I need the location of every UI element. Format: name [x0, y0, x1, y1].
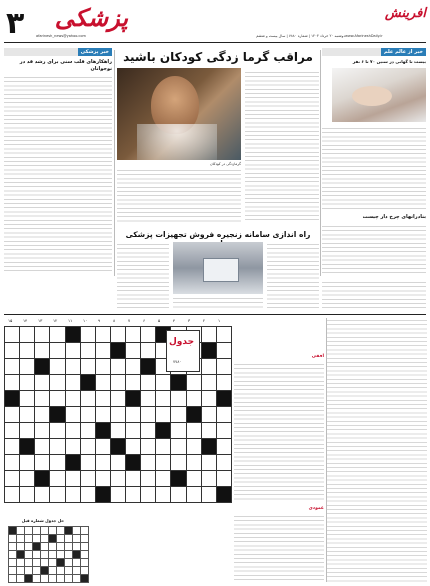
crossword-cell: [65, 359, 80, 375]
crossword-cell: [80, 471, 95, 487]
solution-cell: [57, 575, 65, 583]
solution-cell: [25, 559, 33, 567]
solution-cell: [57, 535, 65, 543]
crossword-cell: [126, 423, 141, 439]
crossword-cell: [216, 359, 231, 375]
crossword-cell: [50, 375, 65, 391]
crossword-cell: [186, 375, 201, 391]
solution-cell: [9, 559, 17, 567]
crossword-cell: [65, 391, 80, 407]
crossword-cell: [126, 439, 141, 455]
crossword-cell: [201, 327, 216, 343]
crossword-cell: [35, 407, 50, 423]
solution-cell: [33, 567, 41, 575]
col-number: ۴: [173, 318, 176, 323]
crossword-cell: [20, 359, 35, 375]
solution-cell: [25, 575, 33, 583]
crossword-cell: [50, 471, 65, 487]
crossword-cell: [186, 407, 201, 423]
solution-cell: [9, 575, 17, 583]
masthead: [0, 0, 430, 46]
crossword-cell: [126, 391, 141, 407]
crossword-cell: [5, 471, 20, 487]
sleeping-figure: [352, 86, 392, 106]
solution-cell: [57, 559, 65, 567]
solution-cell: [33, 575, 41, 583]
solution-cell: [9, 543, 17, 551]
crossword-cell: [141, 487, 156, 503]
crossword-cell: [141, 391, 156, 407]
solution-cell: [9, 527, 17, 535]
crossword-cell: [110, 359, 125, 375]
col-number: ۱۳: [38, 318, 43, 323]
crossword-cell: [141, 439, 156, 455]
crossword-cell: [216, 487, 231, 503]
solution-cell: [25, 551, 33, 559]
solution-cell: [41, 535, 49, 543]
solution-cell: [81, 543, 89, 551]
crossword-cell: [156, 439, 171, 455]
crossword-cell: [141, 327, 156, 343]
solution-cell: [49, 575, 57, 583]
solution-cell: [33, 535, 41, 543]
crossword-cell: [126, 455, 141, 471]
right-body-text-2: [322, 224, 426, 274]
crossword-cell: [201, 359, 216, 375]
solution-cell: [65, 559, 73, 567]
solution-cell: [9, 535, 17, 543]
crossword-cell: [201, 487, 216, 503]
crossword-cell: [95, 455, 110, 471]
solution-cell: [65, 543, 73, 551]
crossword-cell: [80, 327, 95, 343]
crossword-cell: [35, 327, 50, 343]
crossword-cell: [186, 439, 201, 455]
solution-cell: [17, 535, 25, 543]
solution-cell: [25, 535, 33, 543]
crossword-cell: [201, 455, 216, 471]
crossword-cell: [126, 359, 141, 375]
crossword-cell: [110, 407, 125, 423]
solution-cell: [81, 575, 89, 583]
crossword-cell: [20, 375, 35, 391]
crossword-cell: [171, 487, 186, 503]
crossword-area: [4, 318, 232, 582]
page-number: ۳: [6, 6, 25, 41]
clues-vertical-label: عمودی: [308, 506, 324, 511]
crossword-cell: [35, 343, 50, 359]
crossword-cell: [141, 343, 156, 359]
crossword-cell: [65, 327, 80, 343]
crossword-cell: [50, 407, 65, 423]
main-headline: مراقب گرما زدگی کودکان باشید: [123, 50, 313, 64]
crossword-cell: [35, 455, 50, 471]
crossword-cell: [80, 423, 95, 439]
solution-cell: [41, 567, 49, 575]
crossword-cell: [35, 375, 50, 391]
crossword-title-badge: [166, 330, 200, 372]
solution-cell: [41, 575, 49, 583]
solution-cell: [73, 551, 81, 559]
col-number: ۸: [113, 318, 116, 323]
crossword-cell: [216, 455, 231, 471]
crossword-cell: [20, 423, 35, 439]
crossword-cell: [186, 471, 201, 487]
crossword-cell: [65, 455, 80, 471]
website: www.AfarineshDaily.ir: [345, 34, 383, 38]
right-lower-text: [322, 280, 426, 310]
crossword-cell: [95, 375, 110, 391]
crossword-cell: [80, 439, 95, 455]
solution-cell: [81, 551, 89, 559]
crossword-cell: [126, 375, 141, 391]
crossword-cell: [201, 343, 216, 359]
solution-cell: [65, 527, 73, 535]
crossword-cell: [95, 407, 110, 423]
col-number: ۱۴: [23, 318, 28, 323]
solution-cell: [41, 527, 49, 535]
crossword-cell: [216, 423, 231, 439]
col-number: ۳: [188, 318, 191, 323]
crossword-cell: [126, 327, 141, 343]
crossword-cell: [5, 375, 20, 391]
crossword-cell: [126, 471, 141, 487]
solution-cell: [49, 543, 57, 551]
notices-column: [326, 318, 427, 582]
left-body-text: [4, 75, 112, 271]
crossword-cell: [110, 375, 125, 391]
crossword-cell: [126, 407, 141, 423]
right-column: [322, 48, 426, 276]
left-headline: راهکارهای قلب سنی برای رشد قد در نوجوانان: [19, 59, 112, 72]
crossword-cell: [186, 391, 201, 407]
crossword-cell: [201, 439, 216, 455]
section-rule: [4, 314, 426, 315]
crossword-cell: [171, 407, 186, 423]
solution-cell: [65, 567, 73, 575]
crossword-cell: [126, 343, 141, 359]
crossword-cell: [65, 487, 80, 503]
crossword-cell: [95, 471, 110, 487]
col-number: ۵: [158, 318, 161, 323]
solution-cell: [9, 551, 17, 559]
solution-cell: [57, 543, 65, 551]
second-body-text-right: [267, 242, 319, 308]
col-number: ۱۲: [53, 318, 58, 323]
crossword-cell: [141, 407, 156, 423]
crossword-cell: [50, 343, 65, 359]
crossword-cell: [110, 439, 125, 455]
crossword-cell: [186, 455, 201, 471]
masthead-logo: [36, 4, 128, 34]
solution-cell: [17, 551, 25, 559]
crossword-cell: [80, 391, 95, 407]
crossword-col-numbers: [4, 318, 232, 325]
solution-cell: [73, 543, 81, 551]
right-subhead: بیست تا گهانی در سنین ۷۰ تا ۶ نفر: [352, 59, 426, 64]
crossword-cell: [110, 343, 125, 359]
col-number: ۱۰: [83, 318, 88, 323]
crossword-cell: [5, 455, 20, 471]
crossword-cell: [216, 343, 231, 359]
masthead-dateline: دوشنبه ۲۰ خرداد ۱۴۰۳ | شماره ۷۸۸۰ | سال بیست و ششم: [256, 34, 345, 38]
crossword-cell: [5, 343, 20, 359]
medical-equipment: [203, 258, 239, 282]
crossword-cell: [65, 375, 80, 391]
clues-horizontal-label: افقی: [311, 354, 324, 359]
solution-cell: [81, 559, 89, 567]
crossword-cell: [20, 343, 35, 359]
crossword-cell: [216, 407, 231, 423]
crossword-cell: [141, 359, 156, 375]
crossword-cell: [50, 487, 65, 503]
crossword-cell: [65, 343, 80, 359]
second-headline: راه اندازی سامانه زنجیره فروش تجهیزات پزشکی: [125, 230, 311, 239]
crossword-cell: [95, 359, 110, 375]
crossword-cell: [80, 375, 95, 391]
crossword-cell: [186, 423, 201, 439]
solution-cell: [17, 527, 25, 535]
left-section-kicker: خبر پزشکی: [78, 48, 112, 56]
solution-cell: [49, 567, 57, 575]
solution-cell: [81, 567, 89, 575]
solution-cell: [17, 559, 25, 567]
crossword-cell: [35, 471, 50, 487]
solution-cell: [73, 575, 81, 583]
solution-cell: [33, 543, 41, 551]
crossword-number: ۷۷۸۰: [173, 359, 182, 364]
logo-text: پزشکی: [54, 4, 128, 32]
crossword-cell: [201, 407, 216, 423]
col-number: ۷: [128, 318, 131, 323]
crossword-cell: [95, 343, 110, 359]
crossword-cell: [141, 375, 156, 391]
crossword-cell: [110, 327, 125, 343]
crossword-cell: [5, 391, 20, 407]
solution-cell: [73, 535, 81, 543]
solution-cell: [25, 543, 33, 551]
clues-column: [234, 318, 324, 582]
solution-cell: [57, 527, 65, 535]
crossword-cell: [171, 391, 186, 407]
col-number: ۱۵: [8, 318, 13, 323]
crossword-cell: [50, 439, 65, 455]
main-body-text-below: [117, 168, 241, 224]
solution-cell: [25, 567, 33, 575]
crossword-title: جدول: [169, 337, 195, 347]
crossword-cell: [141, 455, 156, 471]
crossword-cell: [95, 391, 110, 407]
crossword-cell: [201, 391, 216, 407]
solution-cell: [9, 567, 17, 575]
solution-cell: [41, 559, 49, 567]
crossword-cell: [20, 439, 35, 455]
photo-caption: گرمازدگی در کودکان: [210, 162, 241, 166]
crossword-cell: [95, 423, 110, 439]
solution-cell: [33, 559, 41, 567]
solution-label: حل جدول شماره قبل: [21, 518, 65, 523]
solution-cell: [73, 567, 81, 575]
crossword-cell: [20, 391, 35, 407]
crossword-cell: [156, 391, 171, 407]
crossword-cell: [156, 455, 171, 471]
crossword-cell: [20, 327, 35, 343]
solution-cell: [49, 551, 57, 559]
solution-cell: [57, 551, 65, 559]
brand-logo: [386, 4, 426, 30]
right-body-text-1: [322, 126, 426, 212]
solution-cell: [41, 551, 49, 559]
crossword-cell: [50, 455, 65, 471]
solution-cell: [81, 527, 89, 535]
crossword-cell: [126, 487, 141, 503]
solution-cell: [33, 527, 41, 535]
crossword-cell: [80, 487, 95, 503]
brand-logo-text: افرینش: [384, 6, 426, 21]
crossword-cell: [216, 391, 231, 407]
solution-cell: [81, 535, 89, 543]
solution-cell: [57, 567, 65, 575]
solution-cell: [17, 543, 25, 551]
crossword-cell: [5, 327, 20, 343]
crossword-cell: [156, 407, 171, 423]
crossword-cell: [50, 327, 65, 343]
crossword-cell: [201, 375, 216, 391]
solution-cell: [73, 559, 81, 567]
crossword-cell: [80, 407, 95, 423]
crossword-cell: [110, 423, 125, 439]
crossword-cell: [141, 471, 156, 487]
solution-cell: [73, 527, 81, 535]
crossword-cell: [35, 391, 50, 407]
left-column: [4, 48, 112, 276]
crossword-cell: [65, 423, 80, 439]
right-sub-headline: بنادرانهای چرخ دار چیست: [362, 214, 426, 220]
crossword-cell: [5, 439, 20, 455]
clues-horizontal-text: [234, 362, 324, 502]
right-photo: [332, 68, 426, 122]
crossword-cell: [201, 423, 216, 439]
clues-vertical-text: [234, 514, 324, 580]
crossword-cell: [216, 439, 231, 455]
crossword-cell: [95, 439, 110, 455]
solution-cell: [49, 535, 57, 543]
crossword-cell: [156, 487, 171, 503]
solution-cell: [17, 567, 25, 575]
crossword-cell: [50, 359, 65, 375]
col-number: ۱: [218, 318, 221, 323]
crossword-cell: [156, 471, 171, 487]
crossword-cell: [20, 471, 35, 487]
email-left: afarinesh_news@yahoo.com: [36, 34, 86, 38]
solution-cell: [49, 559, 57, 567]
crossword-cell: [50, 423, 65, 439]
right-section-kicker: خبر از عالم علم: [381, 48, 426, 56]
main-body-text-right: [245, 70, 319, 222]
crossword-cell: [20, 487, 35, 503]
crossword-cell: [201, 471, 216, 487]
crossword-cell: [216, 375, 231, 391]
crossword-cell: [171, 423, 186, 439]
crossword-cell: [171, 439, 186, 455]
crossword-cell: [20, 455, 35, 471]
crossword-cell: [171, 455, 186, 471]
solution-cell: [17, 575, 25, 583]
column-divider: [114, 50, 115, 276]
main-story: [117, 48, 319, 228]
second-body-text-bottom: [173, 296, 263, 308]
second-body-text-left: [117, 242, 169, 308]
col-number: ۹: [98, 318, 101, 323]
crossword-cell: [65, 471, 80, 487]
crossword-cell: [156, 375, 171, 391]
crossword-cell: [80, 359, 95, 375]
crossword-cell: [216, 327, 231, 343]
second-photo: [173, 242, 263, 294]
crossword-cell: [50, 391, 65, 407]
solution-cell: [25, 527, 33, 535]
crossword-cell: [35, 487, 50, 503]
crossword-cell: [35, 359, 50, 375]
crossword-cell: [35, 423, 50, 439]
crossword-cell: [186, 487, 201, 503]
crossword-cell: [5, 487, 20, 503]
crossword-cell: [65, 407, 80, 423]
solution-cell: [65, 535, 73, 543]
col-number: ۱۱: [68, 318, 73, 323]
crossword-cell: [5, 423, 20, 439]
solution-cell: [65, 575, 73, 583]
second-story: [117, 230, 319, 312]
crossword-cell: [110, 487, 125, 503]
crossword-cell: [5, 359, 20, 375]
photo-water: [137, 124, 217, 160]
crossword-cell: [65, 439, 80, 455]
crossword-cell: [171, 471, 186, 487]
masthead-rule: [4, 42, 426, 43]
col-number: ۲: [203, 318, 206, 323]
col-number: ۶: [143, 318, 146, 323]
crossword-cell: [110, 455, 125, 471]
column-divider-right: [320, 50, 321, 276]
solution-grid: [8, 526, 89, 583]
crossword-cell: [171, 375, 186, 391]
crossword-cell: [216, 471, 231, 487]
solution-cell: [41, 543, 49, 551]
crossword-cell: [80, 455, 95, 471]
crossword-cell: [156, 423, 171, 439]
crossword-cell: [141, 423, 156, 439]
crossword-cell: [110, 471, 125, 487]
crossword-cell: [95, 487, 110, 503]
crossword-cell: [110, 391, 125, 407]
main-photo: [117, 68, 241, 160]
crossword-cell: [35, 439, 50, 455]
solution-cell: [49, 527, 57, 535]
crossword-cell: [20, 407, 35, 423]
crossword-cell: [5, 407, 20, 423]
crossword-cell: [95, 327, 110, 343]
solution-cell: [65, 551, 73, 559]
solution-cell: [33, 551, 41, 559]
crossword-cell: [80, 343, 95, 359]
